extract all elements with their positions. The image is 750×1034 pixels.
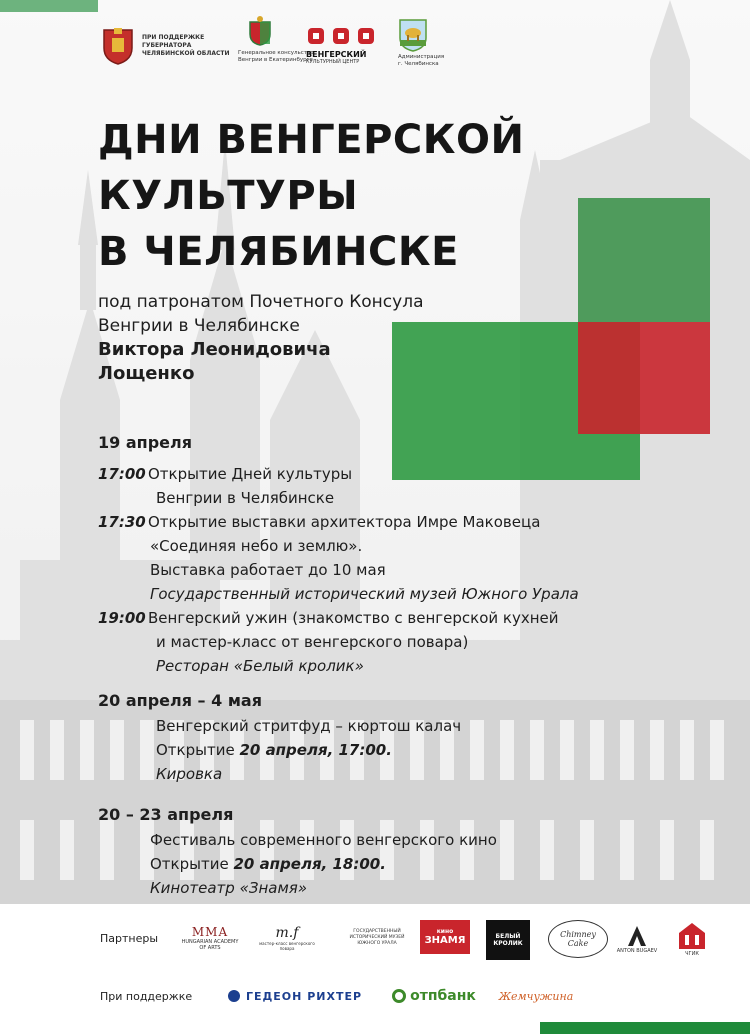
title-line-1: ДНИ ВЕНГЕРСКОЙ xyxy=(98,117,525,163)
partner-mma xyxy=(180,918,240,958)
partner-chimney-cake: Chimney Cake xyxy=(548,920,608,958)
event-2-text-2: «Соединяя небо и землю». xyxy=(150,537,363,555)
partner-znamya-mark: кино xyxy=(436,928,454,935)
day-3-date: 20 – 23 апреля xyxy=(98,805,234,824)
day-1-date: 19 апреля xyxy=(98,433,192,452)
partner-znamya-text: ЗНАМЯ xyxy=(424,935,466,946)
logo-governor-line3: ЧЕЛЯБИНСКОЙ ОБЛАСТИ xyxy=(142,50,230,57)
event-3-text: Венгерский ужин (знакомство с венгерской кухней xyxy=(148,609,559,627)
schedule-day-1 xyxy=(98,430,579,678)
chelyabinsk-coat-icon xyxy=(398,18,428,52)
event-3-place: Ресторан «Белый кролик» xyxy=(156,657,364,675)
chgik-icon xyxy=(677,921,707,951)
logo-administration xyxy=(398,18,444,68)
logo-culture-center xyxy=(306,26,378,65)
gedeon-richter-icon xyxy=(228,990,240,1002)
coat-of-arms-icon xyxy=(100,26,136,66)
event-1 xyxy=(98,462,579,486)
partners-label: Партнеры xyxy=(100,932,159,945)
consul-name-line-2: Лощенко xyxy=(98,363,195,384)
logo-center-line1: ВЕНГЕРСКИЙ xyxy=(306,50,367,59)
logo-admin-line2: г. Челябинска xyxy=(398,61,439,67)
logo-governor xyxy=(100,26,230,66)
day-3-open-label: Открытие xyxy=(150,855,229,873)
poster-title xyxy=(98,112,524,280)
logos-row xyxy=(0,16,750,88)
logo-consulate xyxy=(238,16,314,64)
event-3-time: 19:00 xyxy=(98,609,146,627)
partner-mma-mark: MMA xyxy=(191,925,229,939)
partner-anton-bugaev-text: ANTON BUGAEV xyxy=(616,948,658,954)
day-2-date: 20 апреля – 4 мая xyxy=(98,691,262,710)
title-line-3: В ЧЕЛЯБИНСКЕ xyxy=(98,229,459,275)
logo-admin-line1: Администрация xyxy=(398,54,445,60)
subtitle-block xyxy=(98,290,423,386)
day-2-text: Венгерский стритфуд – кюртош калач xyxy=(156,717,462,735)
culture-center-icon xyxy=(306,26,378,46)
schedule-day-3 xyxy=(98,802,497,900)
event-2-place: Государственный исторический музей Южного Урала xyxy=(150,585,579,603)
otpbank-icon xyxy=(392,989,406,1003)
day-2-opening xyxy=(98,738,461,762)
support-gedeon-richter-text: ГЕДЕОН РИХТЕР xyxy=(245,989,363,1003)
logo-governor-line2: ГУБЕРНАТОРА xyxy=(142,42,192,49)
logo-consulate-line2: Венгрии в Екатеринбурге xyxy=(238,57,313,63)
event-2-time: 17:30 xyxy=(98,513,146,531)
schedule-day-2 xyxy=(98,688,461,786)
day-3-place: Кинотеатр «Знамя» xyxy=(150,879,308,897)
title-line-2: КУЛЬТУРЫ xyxy=(98,173,359,219)
partner-znamya xyxy=(420,920,470,954)
event-1-text-2: Венгрии в Челябинске xyxy=(156,489,335,507)
day-2-open-label: Открытие xyxy=(156,741,235,759)
partners-band xyxy=(0,904,750,1034)
event-3-text-2: и мастер-класс от венгерского повара) xyxy=(156,633,469,651)
green-square-top xyxy=(578,198,710,322)
partner-chgik-text: ЧГИК xyxy=(685,951,699,957)
partner-mf-text: мастер-класс венгерского повара xyxy=(259,941,315,951)
support-gedeon-richter xyxy=(220,984,370,1008)
partner-museum: ГОСУДАРСТВЕННЫЙ ИСТОРИЧЕСКИЙ МУЗЕЙ ЮЖНОГО УРАЛА xyxy=(349,929,405,946)
partner-mf-mark: m.f xyxy=(275,925,299,941)
day-3-open-value: 20 апреля, 18:00. xyxy=(233,855,386,873)
partner-white-rabbit: БЕЛЫЙ КРОЛИК xyxy=(486,920,530,960)
day-3-opening xyxy=(98,852,497,876)
red-square xyxy=(578,322,710,434)
event-1-time: 17:00 xyxy=(98,465,146,483)
partner-mf xyxy=(252,918,322,958)
subtitle-line-1: под патронатом Почетного Консула xyxy=(98,292,424,312)
day-3-text: Фестиваль современного венгерского кино xyxy=(150,831,497,849)
support-zhemchuzhina: Жемчужина xyxy=(498,989,574,1003)
event-2-text: Открытие выставки архитектора Имре Маковеца xyxy=(148,513,541,531)
support-otpbank-text: отпбанк xyxy=(410,988,476,1004)
support-label: При поддержке xyxy=(100,990,193,1003)
event-2-text-3: Выставка работает до 10 мая xyxy=(150,561,386,579)
event-1-text: Открытие Дней культуры xyxy=(148,465,353,483)
logo-center-line2: КУЛЬТУРНЫЙ ЦЕНТР xyxy=(306,59,360,65)
partner-anton-bugaev xyxy=(612,918,662,960)
day-2-place: Кировка xyxy=(156,765,223,783)
bottom-accent-stripe xyxy=(540,1022,750,1034)
event-3 xyxy=(98,606,579,630)
hungary-coat-icon xyxy=(248,16,272,46)
logo-governor-line1: ПРИ ПОДДЕРЖКЕ xyxy=(142,34,205,41)
day-2-open-value: 20 апреля, 17:00. xyxy=(239,741,392,759)
support-otpbank xyxy=(384,984,484,1008)
consul-name-line-1: Виктора Леонидовича xyxy=(98,339,331,360)
anton-bugaev-icon xyxy=(626,924,648,948)
partner-mma-text: HUNGARIAN ACADEMY OF ARTS xyxy=(181,939,239,951)
subtitle-line-2: Венгрии в Челябинске xyxy=(98,316,300,336)
partner-chgik xyxy=(672,916,712,962)
logo-consulate-line1: Генеральное консульство xyxy=(238,50,314,56)
event-2 xyxy=(98,510,579,534)
